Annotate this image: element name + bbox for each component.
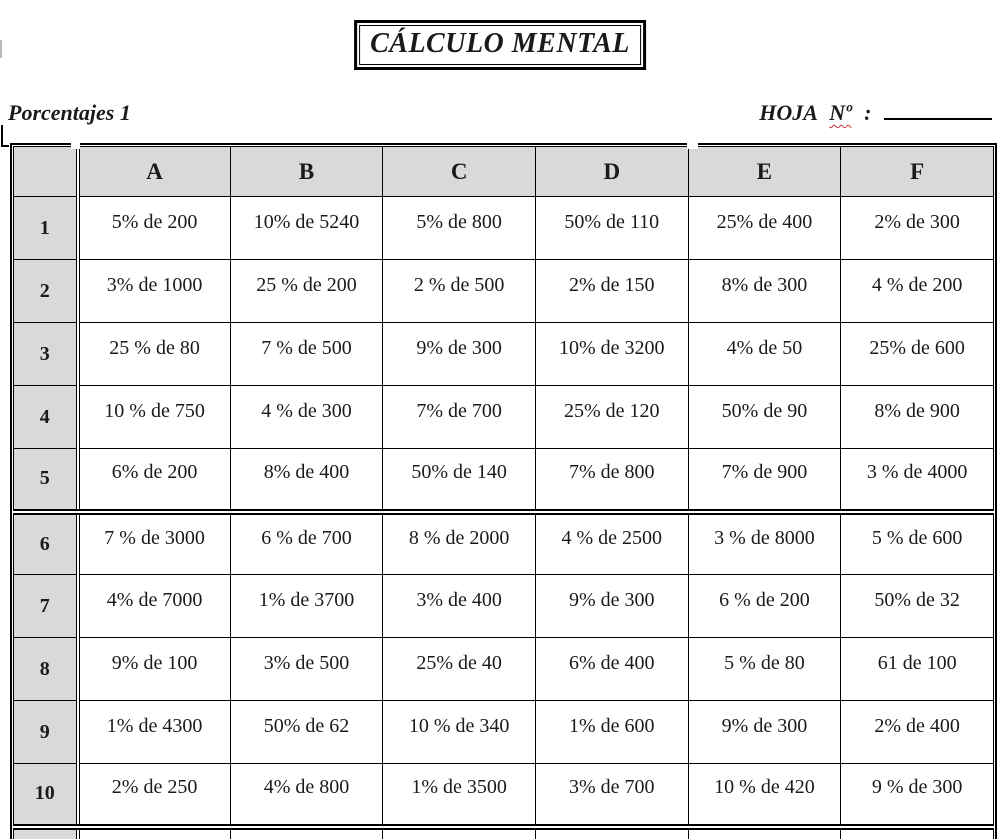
problem-cell: 50% de 62 <box>230 701 383 764</box>
problem-cell <box>230 827 383 839</box>
table-row <box>14 197 994 260</box>
hoja-blank-line <box>884 96 992 120</box>
column-header-d: D <box>535 147 688 197</box>
problem-cell: 2% de 400 <box>841 701 994 764</box>
problems-table <box>13 146 994 839</box>
problem-cell: 25% de 400 <box>688 197 841 260</box>
row-number: 6 <box>14 512 78 575</box>
problem-cell: 9% de 300 <box>688 701 841 764</box>
problem-cell: 7% de 700 <box>383 386 536 449</box>
row-number: 9 <box>14 701 78 764</box>
row-number: 10 <box>14 764 78 827</box>
problem-cell: 2% de 300 <box>841 197 994 260</box>
problem-cell: 10 % de 340 <box>383 701 536 764</box>
problem-cell: 3% de 400 <box>383 575 536 638</box>
problem-cell: 25% de 120 <box>535 386 688 449</box>
problem-cell: 8% de 400 <box>230 449 383 512</box>
problem-cell: 4% de 7000 <box>78 575 231 638</box>
problem-cell: 25 % de 80 <box>78 323 231 386</box>
problem-cell: 7 % de 500 <box>230 323 383 386</box>
problem-cell: 5% de 800 <box>383 197 536 260</box>
problem-cell: 9% de 300 <box>383 323 536 386</box>
problem-cell <box>383 827 536 839</box>
problem-cell: 5 % de 600 <box>841 512 994 575</box>
problem-cell: 4 % de 2500 <box>535 512 688 575</box>
row-number: 2 <box>14 260 78 323</box>
edge-scan-mark <box>0 40 2 58</box>
table-row <box>14 764 994 827</box>
table-row <box>14 701 994 764</box>
problem-cell: 6% de 200 <box>78 449 231 512</box>
problem-cell: 3% de 1000 <box>78 260 231 323</box>
problem-cell: 7% de 900 <box>688 449 841 512</box>
problem-cell: 10 % de 420 <box>688 764 841 827</box>
problem-cell: 8% de 300 <box>688 260 841 323</box>
border-gap-artifact <box>687 141 698 149</box>
problem-cell <box>78 827 231 839</box>
problem-cell: 8 % de 2000 <box>383 512 536 575</box>
problem-cell: 7% de 800 <box>535 449 688 512</box>
problem-cell: 4% de 50 <box>688 323 841 386</box>
row-number <box>14 827 78 839</box>
problem-cell: 4 % de 200 <box>841 260 994 323</box>
table-row <box>14 512 994 575</box>
column-header-b: B <box>230 147 383 197</box>
title-box <box>359 25 641 65</box>
row-number: 7 <box>14 575 78 638</box>
table-row <box>14 260 994 323</box>
problem-cell <box>688 827 841 839</box>
table-row <box>14 449 994 512</box>
problem-cell <box>841 827 994 839</box>
hoja-colon: : <box>864 100 872 126</box>
column-header-c: C <box>383 147 536 197</box>
problem-cell: 1% de 3500 <box>383 764 536 827</box>
problem-cell: 5 % de 80 <box>688 638 841 701</box>
problem-cell: 50% de 90 <box>688 386 841 449</box>
problem-cell: 3% de 500 <box>230 638 383 701</box>
problem-cell: 9% de 300 <box>535 575 688 638</box>
header-row <box>14 147 994 197</box>
problem-cell: 1% de 3700 <box>230 575 383 638</box>
problem-cell: 2 % de 500 <box>383 260 536 323</box>
table-row <box>14 638 994 701</box>
row-number: 1 <box>14 197 78 260</box>
problem-cell: 3 % de 8000 <box>688 512 841 575</box>
subheader-row <box>8 96 992 126</box>
border-gap-artifact <box>71 141 80 149</box>
problem-cell: 2% de 250 <box>78 764 231 827</box>
problem-cell: 9% de 100 <box>78 638 231 701</box>
problem-cell: 9 % de 300 <box>841 764 994 827</box>
row-number: 3 <box>14 323 78 386</box>
row-number: 4 <box>14 386 78 449</box>
problem-cell: 25% de 40 <box>383 638 536 701</box>
problem-cell: 3 % de 4000 <box>841 449 994 512</box>
column-header-f: F <box>841 147 994 197</box>
sheet-number-field <box>759 96 992 126</box>
problem-cell: 10 % de 750 <box>78 386 231 449</box>
problem-cell: 8% de 900 <box>841 386 994 449</box>
problem-cell: 6 % de 700 <box>230 512 383 575</box>
problem-cell: 3% de 700 <box>535 764 688 827</box>
column-header-e: E <box>688 147 841 197</box>
table-row <box>14 575 994 638</box>
table-row <box>14 323 994 386</box>
problems-table-frame <box>10 143 997 839</box>
corner-cell <box>14 147 78 197</box>
table-row <box>14 386 994 449</box>
margin-scan-mark <box>1 125 9 147</box>
problem-cell: 1% de 4300 <box>78 701 231 764</box>
hoja-number-word: Nº <box>829 100 852 126</box>
problem-cell: 1% de 600 <box>535 701 688 764</box>
problem-cell: 61 de 100 <box>841 638 994 701</box>
problem-cell: 25% de 600 <box>841 323 994 386</box>
worksheet-subtitle: Porcentajes 1 <box>8 100 131 126</box>
problem-cell: 4 % de 300 <box>230 386 383 449</box>
row-number: 8 <box>14 638 78 701</box>
hoja-label: HOJA <box>759 100 817 126</box>
problem-cell <box>535 827 688 839</box>
row-number: 5 <box>14 449 78 512</box>
problem-cell: 6% de 400 <box>535 638 688 701</box>
problem-cell: 10% de 5240 <box>230 197 383 260</box>
problem-cell: 4% de 800 <box>230 764 383 827</box>
problem-cell: 50% de 32 <box>841 575 994 638</box>
column-header-a: A <box>78 147 231 197</box>
problem-cell: 6 % de 200 <box>688 575 841 638</box>
problem-cell: 7 % de 3000 <box>78 512 231 575</box>
problem-cell: 50% de 110 <box>535 197 688 260</box>
problem-cell: 25 % de 200 <box>230 260 383 323</box>
problem-cell: 10% de 3200 <box>535 323 688 386</box>
problem-cell: 2% de 150 <box>535 260 688 323</box>
problem-cell: 50% de 140 <box>383 449 536 512</box>
page-title: CÁLCULO MENTAL <box>370 28 630 59</box>
problem-cell: 5% de 200 <box>78 197 231 260</box>
partial-row <box>14 827 994 839</box>
